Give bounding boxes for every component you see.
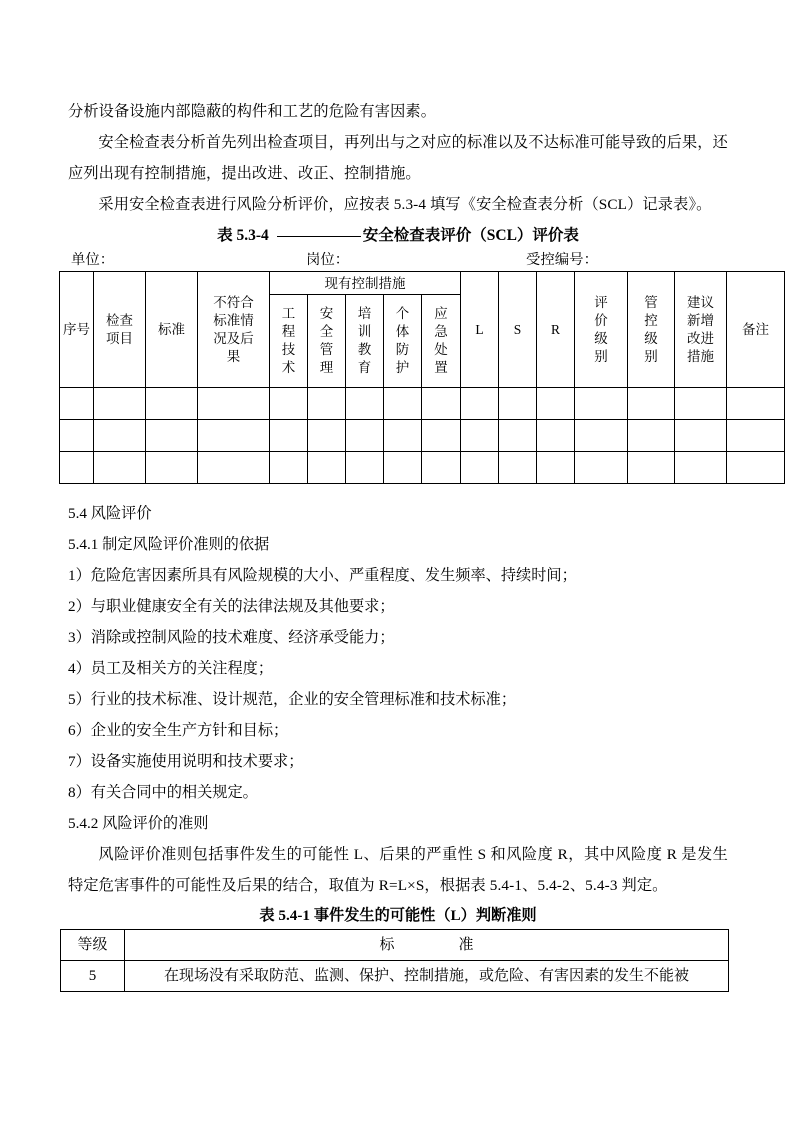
header-cell-standard: [146, 272, 198, 388]
paragraph-intro-1: 分析设备设施内部隐蔽的构件和工艺的危险有害因素。: [68, 103, 437, 120]
cell-control-ppe[interactable]: [384, 388, 422, 420]
table-row[interactable]: [61, 961, 729, 992]
cell-control-level[interactable]: [628, 388, 675, 420]
paragraph-intro-2: 安全检查表分析首先列出检查项目，再列出与之对应的标准以及不达标准可能导致的后果，还应列出现有控制措施，提出改进、改正、控制措施。: [68, 134, 728, 182]
header-cell-level: [61, 930, 125, 961]
header-cell-suggested-measures: [675, 272, 727, 388]
table-scl-title: [68, 220, 728, 249]
cell-control-engineering[interactable]: [270, 452, 308, 484]
table-scl-title-number: 表 5.3-4: [217, 227, 269, 244]
header-cell-existing-controls: [270, 272, 461, 295]
cell-eval-level[interactable]: [575, 452, 628, 484]
cell-R[interactable]: [537, 452, 575, 484]
header-cell-control-level: [628, 272, 675, 388]
cell-remarks[interactable]: [727, 420, 785, 452]
cell-suggested-measures[interactable]: [675, 388, 727, 420]
header-cell-control-safety-mgmt: [308, 295, 346, 388]
header-seq-text: 序号: [63, 321, 90, 337]
header-control-level-text: 管控级别: [644, 294, 658, 364]
header-cell-control-ppe: [384, 295, 422, 388]
cell-check-item[interactable]: [94, 388, 146, 420]
cell-check-item[interactable]: [94, 420, 146, 452]
table-541-title: 表 5.4-1 事件发生的可能性（L）判断准则: [259, 907, 537, 924]
header-level-text: 等级: [77, 937, 108, 953]
header-cell-R: [537, 272, 575, 388]
header-cell-L: [461, 272, 499, 388]
section-heading-542: 5.4.2 风险评价的准则: [68, 815, 209, 832]
list-item: 7）设备实施使用说明和技术要求；: [68, 753, 304, 770]
section-heading-54: 5.4 风险评价: [68, 505, 152, 522]
cell-eval-level[interactable]: [575, 420, 628, 452]
list-item: 5）行业的技术标准、设计规范，企业的安全管理标准和技术标准；: [68, 691, 517, 708]
cell-L[interactable]: [461, 388, 499, 420]
cell-control-safety-mgmt[interactable]: [308, 420, 346, 452]
cell-control-emergency[interactable]: [422, 452, 461, 484]
header-control-training-text: 培训教育: [357, 306, 372, 375]
cell-S[interactable]: [499, 452, 537, 484]
header-cell-seq: [60, 272, 94, 388]
cell-standard[interactable]: [146, 420, 198, 452]
cell-control-engineering[interactable]: [270, 388, 308, 420]
header-cell-remarks: [727, 272, 785, 388]
header-remarks-text: 备注: [742, 322, 770, 337]
header-cell-control-engineering: [270, 295, 308, 388]
list-item: 3）消除或控制风险的技术难度、经济承受能力；: [68, 629, 395, 646]
cell-control-safety-mgmt[interactable]: [308, 388, 346, 420]
cell-L[interactable]: [461, 452, 499, 484]
cell-nonconformance[interactable]: [198, 420, 270, 452]
cell-control-level[interactable]: [628, 420, 675, 452]
header-control-safety-mgmt-text: 安全管理: [319, 306, 334, 375]
cell-standard[interactable]: [125, 961, 729, 992]
header-suggested-measures-text: 建议新增改进措施: [687, 294, 715, 364]
header-cell-eval-level: [575, 272, 628, 388]
list-item: 6）企业的安全生产方针和目标；: [68, 722, 289, 739]
table-scl-title-text: 安全检查表评价（SCL）评价表: [362, 227, 579, 244]
cell-R[interactable]: [537, 388, 575, 420]
list-item: 8）有关合同中的相关规定。: [68, 784, 258, 801]
table-row[interactable]: [60, 420, 785, 452]
header-cell-S: [499, 272, 537, 388]
cell-S[interactable]: [499, 388, 537, 420]
header-standard-text: 标准: [158, 322, 185, 337]
cell-control-emergency[interactable]: [422, 388, 461, 420]
cell-S[interactable]: [499, 420, 537, 452]
table-541-header-row: [61, 930, 729, 961]
list-item: 1）危险危害因素所具有风险规模的大小、严重程度、发生频率、持续时间；: [68, 567, 577, 584]
meta-post-label: 岗位：: [306, 252, 350, 268]
cell-nonconformance[interactable]: [198, 388, 270, 420]
header-L-text: L: [475, 322, 484, 337]
header-cell-control-emergency: [422, 295, 461, 388]
header-control-engineering-text: 工程技术: [281, 306, 296, 375]
header-check-item-text: 检查项目: [106, 312, 133, 346]
table-541: [60, 929, 729, 992]
header-cell-standard: [125, 930, 729, 961]
list-item: 2）与职业健康安全有关的法律法规及其他要求；: [68, 598, 395, 615]
cell-L[interactable]: [461, 420, 499, 452]
header-cell-control-training: [346, 295, 384, 388]
cell-seq[interactable]: [60, 420, 94, 452]
header-R-text: R: [551, 322, 561, 337]
cell-control-training[interactable]: [346, 452, 384, 484]
table-scl: [59, 271, 785, 484]
cell-control-engineering[interactable]: [270, 420, 308, 452]
header-cell-nonconformance: [198, 272, 270, 388]
header-standard-left-text: 标: [379, 937, 395, 953]
cell-remarks[interactable]: [727, 388, 785, 420]
table-scl-header-row-top: [60, 272, 785, 295]
cell-suggested-measures[interactable]: [675, 420, 727, 452]
header-standard-right-text: 准: [458, 937, 474, 953]
section-heading-541: 5.4.1 制定风险评价准则的依据: [68, 536, 270, 553]
header-S-text: S: [513, 322, 522, 337]
cell-suggested-measures[interactable]: [675, 452, 727, 484]
cell-R[interactable]: [537, 420, 575, 452]
cell-control-ppe[interactable]: [384, 420, 422, 452]
page-content: [63, 96, 770, 992]
cell-check-item[interactable]: [94, 452, 146, 484]
table-scl-title-blank: [277, 236, 361, 237]
cell-control-level[interactable]: [628, 452, 675, 484]
header-control-ppe-text: 个体防护: [395, 306, 410, 375]
cell-control-safety-mgmt[interactable]: [308, 452, 346, 484]
table-row[interactable]: [60, 388, 785, 420]
header-eval-level-text: 评价级别: [594, 294, 608, 364]
cell-level[interactable]: [61, 961, 125, 992]
cell-seq[interactable]: [60, 452, 94, 484]
cell-level-text: 5: [88, 968, 97, 984]
header-control-emergency-text: 应急处置: [434, 306, 448, 375]
header-existing-controls-text: 现有控制措施: [324, 275, 406, 291]
meta-control-code-label: 受控编号：: [526, 252, 598, 268]
cell-nonconformance[interactable]: [198, 452, 270, 484]
header-nonconformance-text: 不符合标准情况及后果: [213, 294, 254, 364]
paragraph-intro-3: 采用安全检查表进行风险分析评价，应按表 5.3-4 填写《安全检查表分析（SCL）记录表》。: [98, 196, 712, 213]
cell-seq[interactable]: [60, 388, 94, 420]
cell-standard[interactable]: [146, 452, 198, 484]
cell-standard-text: 在现场没有采取防范、监测、保护、控制措施，或危险、有害因素的发生不能被: [163, 968, 689, 984]
list-item: 4）员工及相关方的关注程度；: [68, 660, 274, 677]
cell-remarks[interactable]: [727, 452, 785, 484]
cell-control-emergency[interactable]: [422, 420, 461, 452]
paragraph-risk-criteria: 风险评价准则包括事件发生的可能性 L、后果的严重性 S 和风险度 R，其中风险度 R 是发生特定危害事件的可能性及后果的结合，取值为 R=L×S，根据表 5.4-1、5.4-2、5.4-3 判定。: [68, 846, 728, 894]
cell-control-training[interactable]: [346, 420, 384, 452]
meta-unit-label: 单位：: [71, 252, 115, 268]
cell-eval-level[interactable]: [575, 388, 628, 420]
cell-control-training[interactable]: [346, 388, 384, 420]
table-scl-meta-row: [68, 249, 728, 271]
cell-control-ppe[interactable]: [384, 452, 422, 484]
cell-standard[interactable]: [146, 388, 198, 420]
header-cell-check-item: [94, 272, 146, 388]
table-row[interactable]: [60, 452, 785, 484]
